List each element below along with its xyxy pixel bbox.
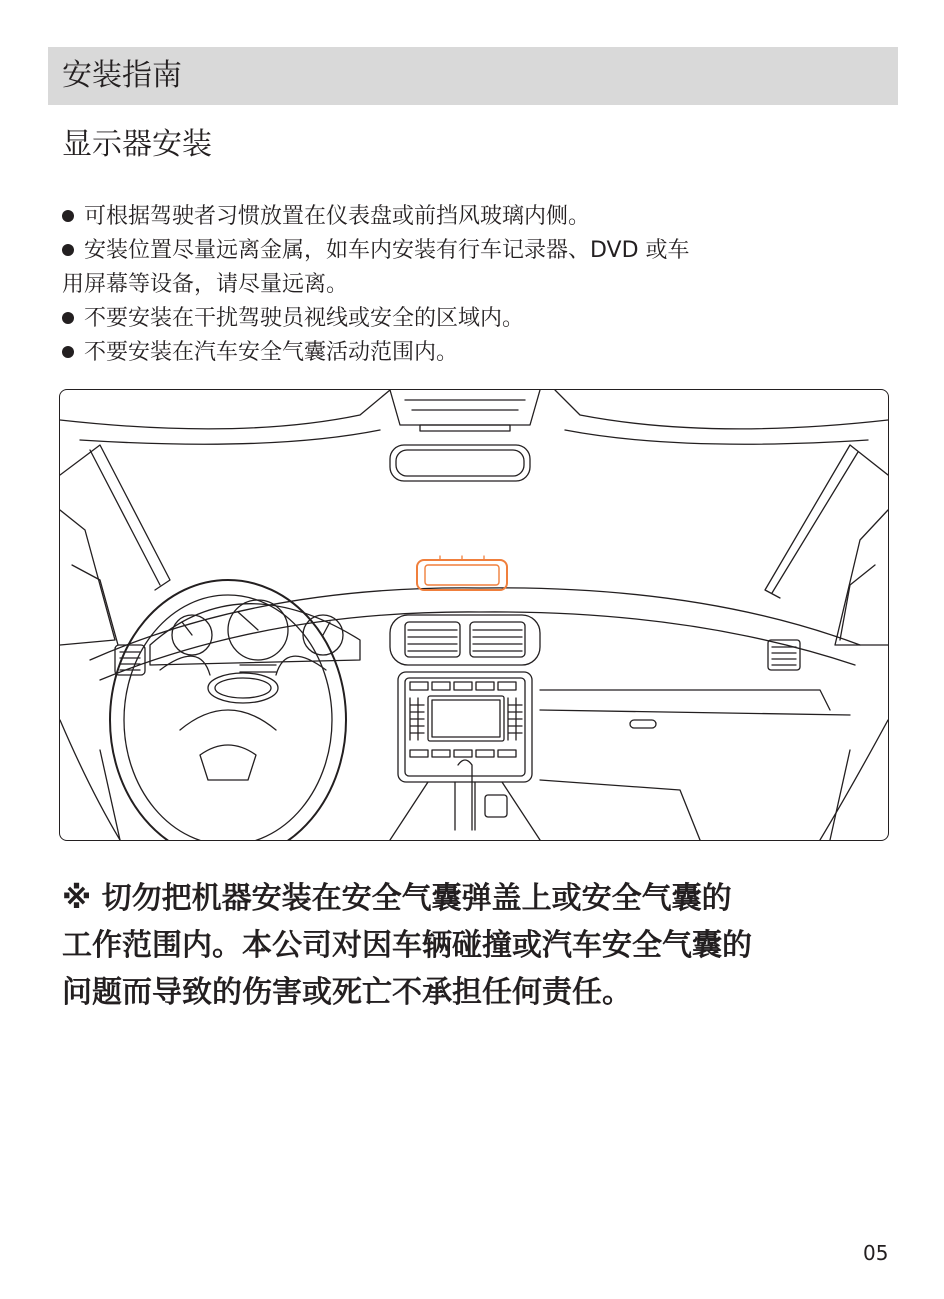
list-item <box>62 336 892 370</box>
bullet-text: 可根据驾驶者习惯放置在仪表盘或前挡风玻璃内侧。 <box>84 204 591 229</box>
bullet-text: 不要安装在干扰驾驶员视线或安全的区域内。 <box>84 306 525 331</box>
bullet-text: 用屏幕等设备，请尽量远离。 <box>62 272 349 297</box>
warning-notice <box>62 875 892 1016</box>
section-title: 显示器安装 <box>62 127 212 162</box>
bullet-text: 安装位置尽量远离金属，如车内安装有行车记录器、DVD 或车 <box>84 238 690 263</box>
warning-line: 工作范围内。本公司对因车辆碰撞或汽车安全气囊的 <box>62 928 752 963</box>
warning-line: ※ 切勿把机器安装在安全气囊弹盖上或安全气囊的 <box>62 881 732 916</box>
page-number: 05 <box>863 1241 889 1265</box>
bullet-dot-icon <box>62 210 74 222</box>
list-item-continuation <box>62 268 892 302</box>
bullet-dot-icon <box>62 312 74 324</box>
bullet-text: 不要安装在汽车安全气囊活动范围内。 <box>84 340 459 365</box>
list-item <box>62 200 892 234</box>
list-item <box>62 302 892 336</box>
warning-line: 问题而导致的伤害或死亡不承担任何责任。 <box>62 975 632 1010</box>
car-dashboard-drawing <box>60 390 888 840</box>
page-title: 安装指南 <box>62 58 182 93</box>
header-bar <box>48 47 898 105</box>
bullet-dot-icon <box>62 346 74 358</box>
car-interior-illustration <box>59 389 889 841</box>
list-item <box>62 234 892 268</box>
bullet-list <box>62 200 892 370</box>
bullet-dot-icon <box>62 244 74 256</box>
